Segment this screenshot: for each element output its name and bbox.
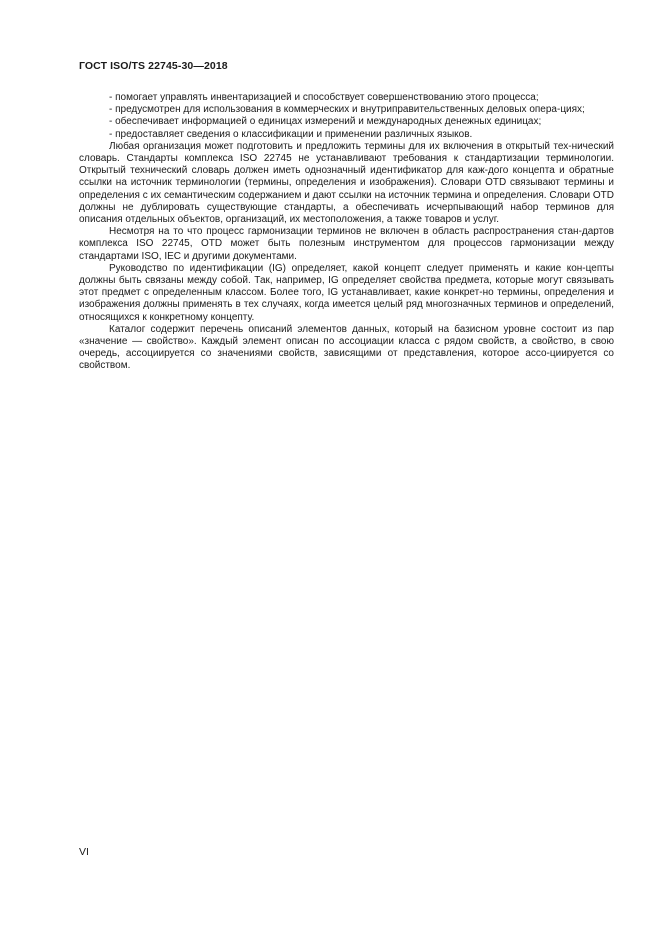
bullet-item: - помогает управлять инвентаризацией и способствует совершенствованию этого процесса; <box>109 92 539 103</box>
document-header: ГОСТ ISO/TS 22745-30—2018 <box>79 60 228 72</box>
page-number: VI <box>79 846 89 858</box>
paragraph-harmonization: Несмотря на то что процесс гармонизации терминов не включен в область распространения стан-дартов комплекса ISO 22745, OTD может быть полезным инструментом для процессов гармонизации между стандартами ISO, IEC и другими документами. <box>79 226 614 262</box>
paragraph-otd-terms: Любая организация может подготовить и предложить термины для их включения в открытый тех-нический словарь. Стандарты комплекса ISO 22745 не устанавливают требования к стандартизации терминологии. Открытый технический словарь должен иметь однозначный идентификатор для каж-дого концепта и обратные ссылки на источник терминологии (термины, определения и изображения). Словари OTD связывают термины и определения с их семантическим содержанием и дают ссылки на источник термина и определения. Словари OTD должны не дублировать существующие стандарты, а обеспечивать исчерпывающий набор терминов для описания отдельных объектов, организаций, их местоположения, а также товаров и услуг. <box>79 140 614 226</box>
page-body <box>79 92 614 373</box>
paragraph-identification-guide: Руководство по идентификации (IG) определяет, какой концепт следует применять и какие кон-цепты должны быть связаны между собой. Так, например, IG определяет свойства предмета, которые могут связывать этот предмет с определенным классом. Более того, IG устанавливает, какие конкрет-но термины, определения и изображения должны применять в тех случаях, когда имеется целый ряд многозначных терминов и определений, относящихся к конкретному концепту. <box>79 262 614 323</box>
bullet-item: - обеспечивает информацией о единицах измерений и международных денежных единицах; <box>109 116 542 128</box>
bullet-item: - предусмотрен для использования в коммерческих и внутриправительственных деловых опера-циях; <box>109 104 585 116</box>
paragraph-catalog: Каталог содержит перечень описаний элементов данных, который на базисном уровне состоит из пар «значение — свойство». Каждый элемент описан по ассоциации класса с рядом свойств, а свойство, в свою очередь, ассоциируется со значениями свойств, зависящими от представления, которое ассо-циируется со свойством. <box>79 323 614 372</box>
bullet-item: - предоставляет сведения о классификации и применении различных языков. <box>109 128 473 140</box>
